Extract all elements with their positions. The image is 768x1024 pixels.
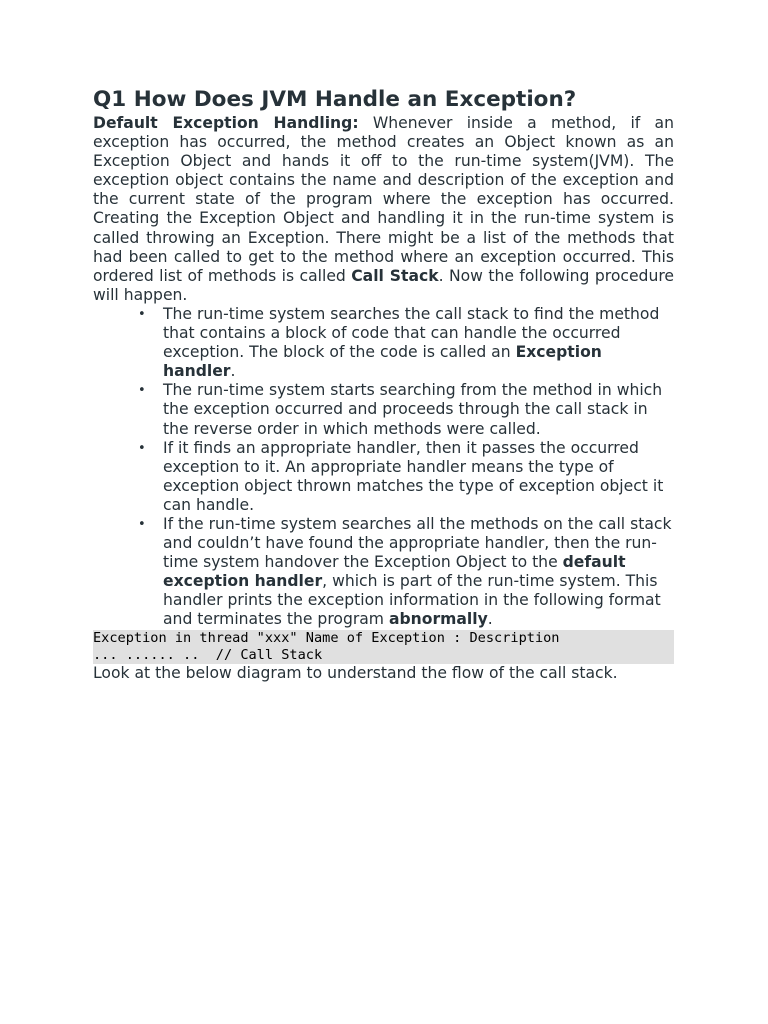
list-item [93,439,674,515]
intro-lead-bold: Default Exception Handling: [93,114,359,132]
code-line: Exception in thread "xxx" Name of Exception : Description [93,629,560,646]
list-item-text-3: . [487,610,493,629]
list-item [93,515,674,630]
list-item [93,305,674,381]
bullet-icon: • [138,516,146,532]
list-item-bold-1: default exception handler [163,553,626,591]
code-block [93,630,674,664]
list-item-text-2: . [230,362,236,381]
intro-bold-call-stack: Call Stack [351,266,439,285]
list-item-bold-1: Exception handler [163,343,602,381]
bullet-icon: • [138,440,146,456]
list-item-text-2: , which is part of the run-time system. This handler prints the exception information in the following format and terminates the program [163,572,661,629]
list-item-text-1: The run-time system searches the call stack to find the method that contains a block of code that can handle the occurred exception. The block of the code is called an [163,304,660,362]
list-item-text-1: The run-time system starts searching from the method in which the exception occurred and proceeds through the call stack in the reverse order in which methods were called. [163,381,663,438]
list-item-bold-2: abnormally [388,610,488,629]
list-item [93,381,674,438]
intro-text-1: Whenever inside a method, if an exception has occurred, the method creates an Object known as an Exception Object and hands it off to the run-time system(JVM). The exception object contains the name and description of the exception and the current state of the program where the exception has occurred. Creating the Exception Object and handling it in the run-time system is called throwing an Exception. There might be a list of the methods that had been called to get to the method where an exception occurred. This ordered list of methods is called [93,114,674,285]
closing-paragraph: Look at the below diagram to understand the flow of the call stack. [93,663,618,682]
intro-text-2: . Now the following procedure will happen. [93,266,674,304]
page-title: Q1 How Does JVM Handle an Exception? [93,87,577,112]
bullet-icon: • [138,306,146,322]
procedure-list [93,305,674,630]
list-item-text-1: If the run-time system searches all the methods on the call stack and couldn’t have found the appropriate handler, then the run-time system handover the Exception Object to the [163,514,672,572]
document-page [93,86,674,683]
list-item-text-1: If it finds an appropriate handler, then it passes the occurred exception to it. An appropriate handler means the type of exception object thrown matches the type of exception object it can handle. [163,438,664,514]
code-line: ... ...... .. // Call Stack [93,646,323,663]
bullet-icon: • [138,383,146,399]
intro-paragraph [93,114,674,305]
